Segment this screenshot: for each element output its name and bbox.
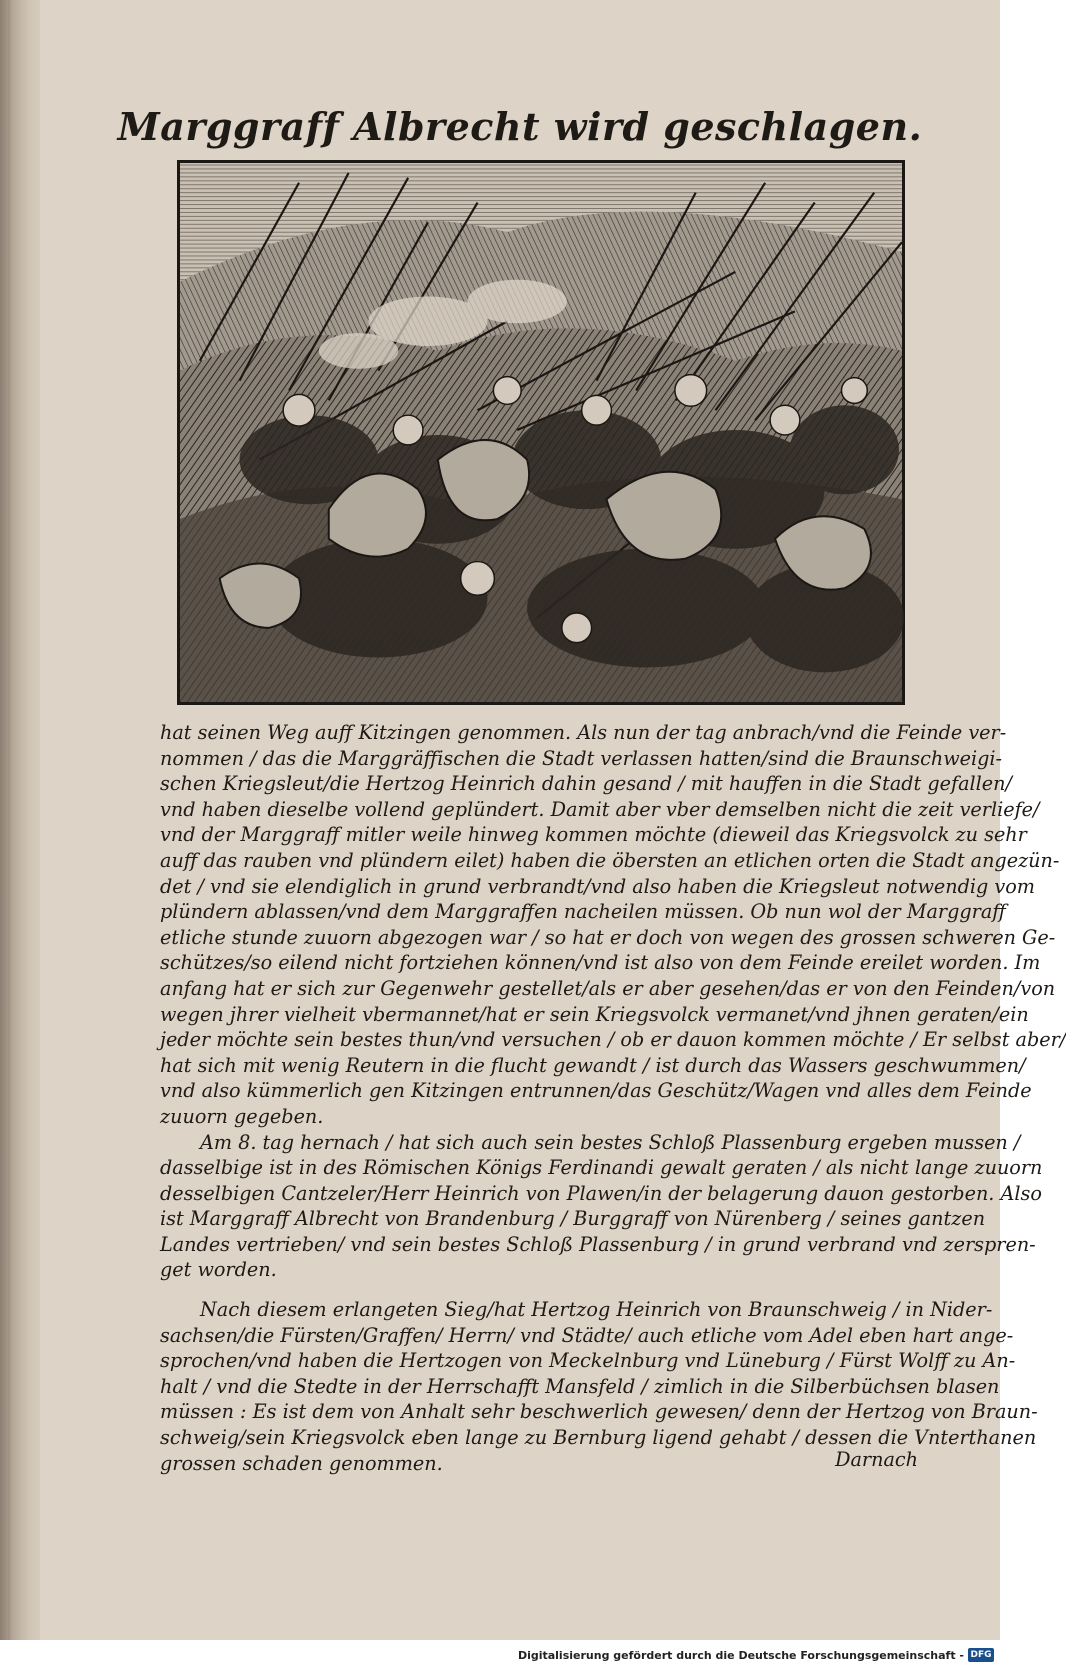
dfg-logo-icon: DFG	[968, 1648, 994, 1662]
text-line: vnd also kümmerlich gen Kitzingen entrunnen/das Geschütz/Wagen vnd alles dem Feinde	[160, 1079, 1032, 1103]
text-line: schen Kriegsleut/die Hertzog Heinrich dahin gesand / mit hauffen in die Stadt gefallen/	[160, 772, 1012, 796]
text-line: vnd haben dieselbe vollend geplündert. Damit aber vber demselben nicht die zeit verliefe/	[160, 797, 1040, 821]
text-line: auff das rauben vnd plündern eilet) haben die öbersten an etlichen orten die Stadt angezün-	[160, 848, 1060, 872]
text-line: zuuorn gegeben.	[160, 1104, 324, 1128]
paragraph-1	[160, 720, 1066, 1130]
paragraph-gap	[160, 1283, 920, 1297]
battle-woodcut-illustration	[177, 160, 905, 705]
text-line: dasselbige ist in des Römischen Königs Ferdinandi gewalt geraten / als nicht lange zuuorn	[160, 1156, 1043, 1180]
text-line: nommen / das die Marggräffischen die Stadt verlassen hatten/sind die Braunschweigi-	[160, 746, 1003, 770]
text-line: grossen schaden genommen.	[160, 1451, 443, 1475]
text-line: etliche stunde zuuorn abgezogen war / so hat er doch von wegen des grossen schweren Ge-	[160, 925, 1056, 949]
text-line: müssen : Es ist dem von Anhalt sehr beschwerlich gewesen/ denn der Hertzog von Braun-	[160, 1400, 1038, 1424]
text-line: schützes/so eilend nicht fortziehen können/vnd ist also von dem Feinde ereilet worden. Im	[160, 951, 1041, 975]
body-text	[160, 720, 1066, 1476]
funding-notice: Digitalisierung gefördert durch die Deutsche Forschungsgemeinschaft -	[517, 1649, 964, 1662]
page	[40, 0, 1066, 1640]
text-line: vnd der Marggraff mitler weile hinweg kommen möchte (dieweil das Kriegsvolck zu sehr	[160, 823, 1027, 847]
paragraph-2	[160, 1130, 1043, 1284]
catchword: Darnach	[835, 1448, 918, 1471]
text-line: Am 8. tag hernach / hat sich auch sein bestes Schloß Plassenburg ergeben mussen /	[200, 1130, 1021, 1154]
text-line: halt / vnd die Stedte in der Herrschafft Mansfeld / zimlich in die Silberbüchsen blasen	[160, 1374, 1000, 1398]
text-line: Landes vertrieben/ vnd sein bestes Schloß Plassenburg / in grund verbrand vnd zerspren-	[160, 1232, 1036, 1256]
text-line: anfang hat er sich zur Gegenwehr gestellet/als er aber gesehen/das er von den Feinden/von	[160, 976, 1056, 1000]
woodcut-image	[180, 163, 902, 702]
text-line: plündern ablassen/vnd dem Marggraffen nacheilen müssen. Ob nun wol der Marggraff	[160, 900, 1006, 924]
text-line: hat sich mit wenig Reutern in die flucht gewandt / ist durch das Wassers geschwummen/	[160, 1053, 1026, 1077]
digitization-footer	[0, 1645, 1000, 1668]
book-spine-edge	[0, 0, 40, 1640]
text-line: ist Marggraff Albrecht von Brandenburg / Burggraff von Nürenberg / seines gantzen	[160, 1207, 986, 1231]
text-line: sprochen/vnd haben die Hertzogen von Meckelnburg vnd Lüneburg / Fürst Wolff zu An-	[160, 1349, 1016, 1373]
text-line: schweig/sein Kriegsvolck eben lange zu Bernburg ligend gehabt / dessen die Vnterthanen	[160, 1426, 1037, 1450]
text-line: get worden.	[160, 1258, 277, 1282]
text-line: wegen jhrer vielheit vbermannet/hat er sein Kriegsvolck vermanet/vnd jhnen geraten/ein	[160, 1002, 1029, 1026]
text-line: det / vnd sie elendiglich in grund verbrandt/vnd also haben die Kriegsleut notwendig vom	[160, 874, 1035, 898]
page-title: Marggraff Albrecht wird geschlagen.	[117, 104, 923, 149]
text-line: jeder möchte sein bestes thun/vnd versuchen / ob er dauon kommen möchte / Er selbst aber/	[160, 1028, 1066, 1052]
paragraph-3	[160, 1297, 1038, 1476]
text-line: hat seinen Weg auff Kitzingen genommen. Als nun der tag anbrach/vnd die Feinde ver-	[160, 721, 1007, 744]
text-line: desselbigen Cantzeler/Herr Heinrich von Plawen/in der belagerung dauon gestorben. Also	[160, 1181, 1042, 1205]
text-line: Nach diesem erlangeten Sieg/hat Hertzog Heinrich von Braunschweig / in Nider-	[200, 1298, 993, 1322]
text-line: sachsen/die Fürsten/Graffen/ Herrn/ vnd Städte/ auch etliche vom Adel eben hart ange-	[160, 1323, 1014, 1347]
